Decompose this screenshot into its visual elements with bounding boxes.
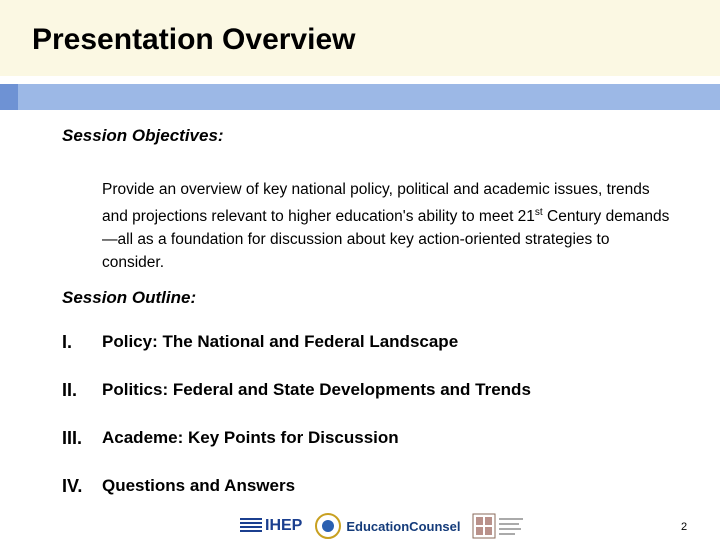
outline-numeral: III. bbox=[62, 428, 83, 448]
objectives-text-part1: Provide an overview of key national policy, political and academic issues, trends and projections relevant to higher education's ability to meet 21 bbox=[102, 181, 650, 226]
outline-item bbox=[62, 380, 531, 428]
education-counsel-text: EducationCounsel bbox=[346, 518, 461, 534]
outline-item bbox=[62, 428, 531, 476]
outline-heading: Session Outline: bbox=[62, 288, 197, 307]
aacu-logo bbox=[472, 513, 526, 539]
objectives-heading: Session Objectives: bbox=[62, 126, 224, 145]
outline-list bbox=[62, 332, 531, 524]
seal-logo-icon bbox=[314, 512, 342, 540]
accent-bar-cap bbox=[0, 84, 18, 110]
aacu-logo-icon bbox=[472, 513, 526, 539]
outline-text: Policy: The National and Federal Landscape bbox=[102, 332, 459, 351]
outline-text: Politics: Federal and State Developments and Trends bbox=[102, 380, 531, 399]
accent-bar bbox=[0, 84, 720, 110]
objectives-text-part2: Century demands—all as a foundation for discussion about key action-oriented strategies to consider. bbox=[102, 208, 670, 272]
footer-logos bbox=[240, 510, 538, 542]
ihep-logo bbox=[240, 517, 302, 535]
objectives-text bbox=[102, 178, 672, 274]
education-counsel-logo bbox=[314, 512, 460, 540]
slide-title: Presentation Overview bbox=[32, 23, 356, 56]
outline-item bbox=[62, 332, 531, 380]
ihep-logo-text: IHEP bbox=[265, 517, 303, 534]
page-number: 2 bbox=[681, 521, 688, 533]
outline-numeral: I. bbox=[62, 332, 73, 352]
outline-text: Academe: Key Points for Discussion bbox=[102, 428, 399, 447]
outline-numeral: II. bbox=[62, 380, 78, 400]
ihep-stripes-icon bbox=[240, 517, 262, 535]
outline-text: Questions and Answers bbox=[102, 476, 296, 495]
ordinal-suffix: st bbox=[534, 207, 543, 218]
outline-numeral: IV. bbox=[62, 476, 83, 496]
